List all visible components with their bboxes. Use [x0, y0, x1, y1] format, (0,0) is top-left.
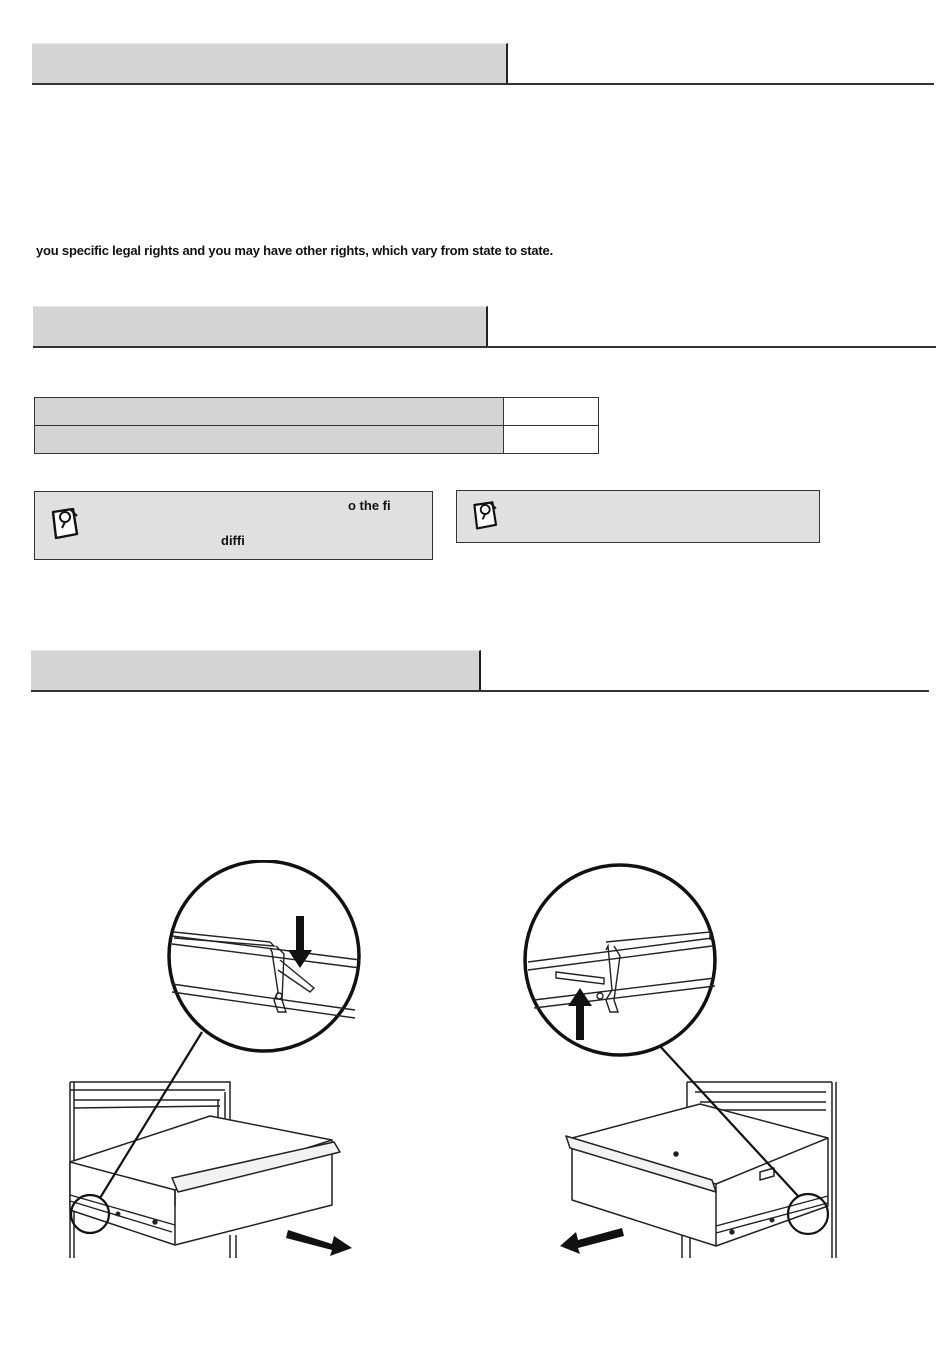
drawer-removal-figure-left	[60, 860, 370, 1270]
detail-circle-lift-up	[525, 865, 715, 1055]
spec-value	[504, 398, 599, 426]
push-in-arrow-icon	[560, 1228, 624, 1254]
spec-label	[35, 398, 504, 426]
section-header-bar	[33, 306, 488, 347]
spec-label	[35, 426, 504, 454]
section-header-2	[33, 306, 936, 348]
note-text-line2: diffi	[221, 533, 245, 548]
section-rule	[33, 346, 936, 348]
note-box-1	[34, 491, 433, 560]
section-rule	[32, 83, 934, 85]
note-text-line1: o the fi	[348, 498, 391, 513]
drawer-removal-figure-right	[520, 860, 845, 1270]
section-header-bar	[31, 650, 481, 691]
section-rule	[31, 690, 929, 692]
note-box-2	[456, 490, 820, 543]
section-header-1	[32, 43, 934, 85]
table-row	[35, 426, 599, 454]
note-pin-icon	[469, 496, 505, 532]
pull-out-arrow-icon	[286, 1230, 352, 1256]
note-pin-icon	[47, 502, 87, 542]
drawer-box	[566, 1104, 828, 1246]
section-header-3	[31, 650, 929, 692]
warranty-legal-text: you specific legal rights and you may have other rights, which vary from state to state.	[36, 243, 553, 258]
detail-circle-press-down	[169, 861, 360, 1051]
specifications-table	[34, 397, 599, 454]
table-row	[35, 398, 599, 426]
section-header-bar	[32, 43, 508, 84]
spec-value	[504, 426, 599, 454]
